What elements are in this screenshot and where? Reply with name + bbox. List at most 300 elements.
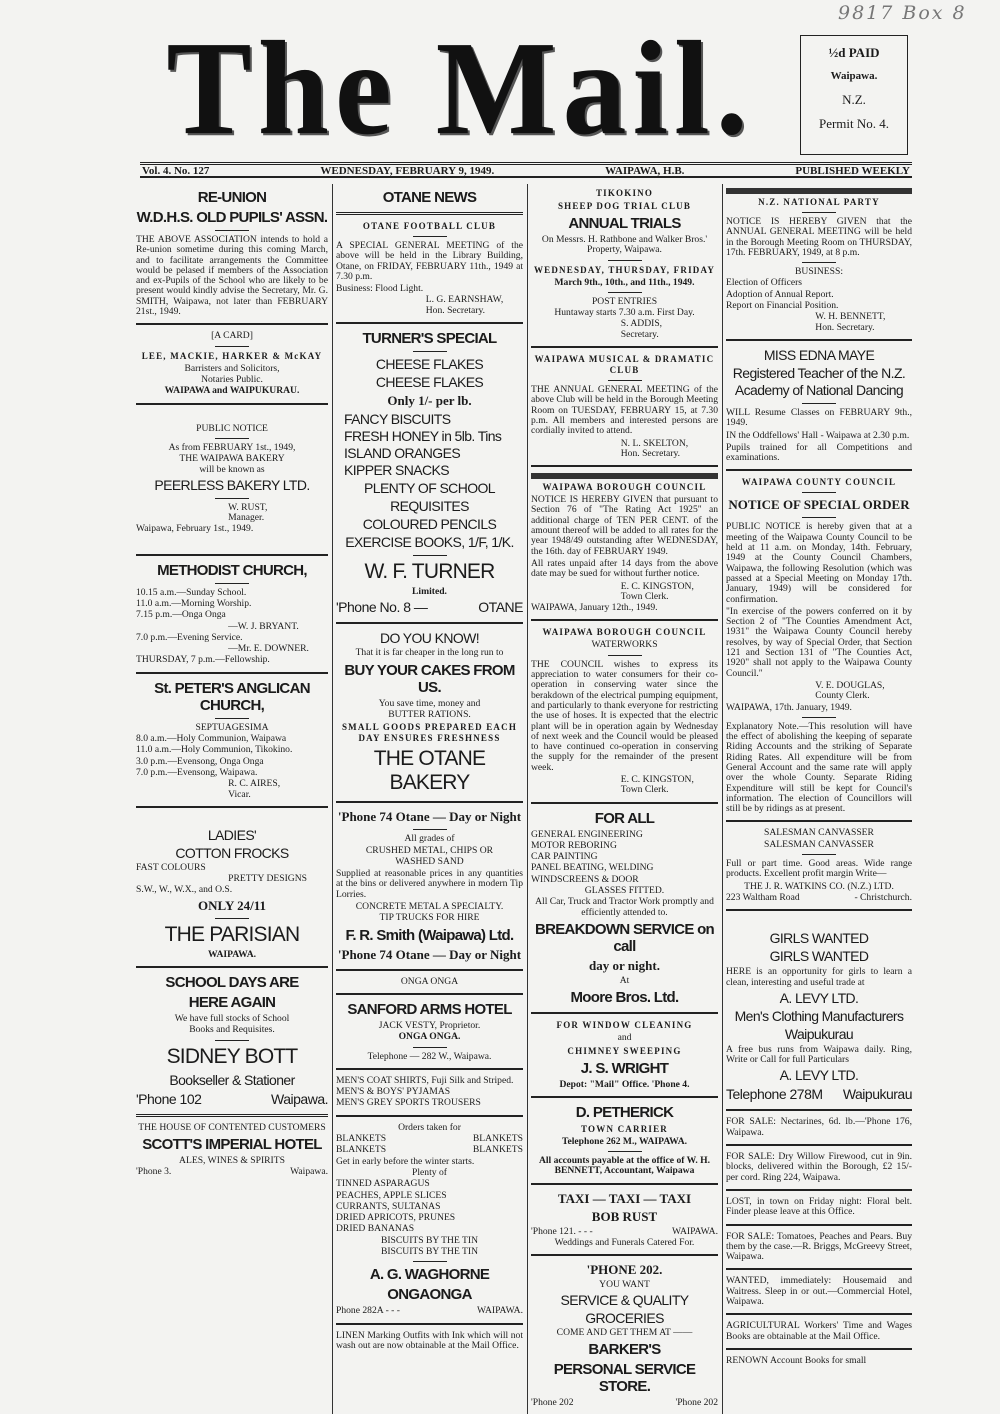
section-heading: OTANE FOOTBALL CLUB [362, 221, 497, 231]
centered-line: BUTTER RATIONS. [388, 708, 471, 720]
text-line: CURRANTS, SULTANAS [336, 1200, 441, 1212]
display-line: CHEESE FLAKES [375, 374, 484, 391]
paragraph: LOST, in town on Friday night: Floral belt. Finder please leave at this Office. [726, 1195, 912, 1218]
short-divider [215, 230, 249, 231]
centered-line: THE HOUSE OF CONTENTED CUSTOMERS [138, 1121, 326, 1133]
short-divider [413, 351, 447, 352]
bold-line: WAIPAWA and WAIPUKURAU. [164, 385, 300, 397]
section-heading: TOWN CARRIER [581, 1123, 668, 1134]
section-heading: WAIPAWA BOROUGH COUNCIL [542, 482, 707, 493]
divider [726, 1313, 912, 1315]
issue-date: WEDNESDAY, FEBRUARY 9, 1949. [320, 164, 495, 177]
emphasis-line: Only 1/- per lb. [387, 393, 472, 409]
short-divider [802, 403, 836, 404]
handwritten-note: 9817 Box 8 [838, 2, 967, 24]
postage-paid-box [800, 35, 908, 155]
divider [136, 966, 328, 968]
centered-line: On Messrs. H. Rathbone and Walker Bros.' Property, Waipawa. [541, 234, 708, 256]
column-divider [722, 184, 723, 1414]
bold-line: All accounts payable at the office of W. H. BENNETT, Accountant, Waipawa [538, 1155, 711, 1177]
centered-line: POST ENTRIES [591, 295, 658, 307]
split-line [336, 1134, 523, 1144]
signature-line: PRETTY DESIGNS [228, 873, 307, 885]
centered-line: JACK VESTY, Proprietor. [378, 1019, 481, 1031]
display-line: FRESH HONEY in 5lb. Tins [344, 428, 502, 445]
postage-line: ½d PAID [828, 45, 880, 60]
headline: OTANE NEWS [382, 189, 477, 206]
divider [336, 622, 523, 624]
split-line [136, 1091, 328, 1108]
centered-line: GLASSES FITTED. [584, 885, 665, 897]
split-left: 'Phone 202 [531, 1396, 574, 1408]
section-heading: LEE, MACKIE, HARKER & McKAY [141, 350, 323, 361]
emphasis-line: ONLY 24/11 [197, 897, 267, 913]
centered-line: As from FEBRUARY 1st., 1949, [168, 441, 296, 453]
display-line: COTTON FROCKS [175, 844, 289, 861]
text-line: WAIPAWA, 17th. January, 1949. [726, 701, 852, 713]
bold-line: March 9th., 10th., and 11th., 1949. [554, 276, 695, 288]
text-line: MEN'S & BOYS' PYJAMAS [336, 1086, 451, 1098]
display-line: CHEESE FLAKES [375, 356, 484, 373]
display-line: SERVICE & QUALITY [560, 1291, 689, 1308]
headline: J. S. WRIGHT [580, 1059, 669, 1077]
divider [531, 1012, 718, 1014]
divider [726, 1144, 912, 1146]
postage-line: Waipawa. [830, 69, 878, 82]
divider [726, 1109, 912, 1111]
text-line: 7.0 p.m.—Evening Service. [136, 631, 243, 643]
divider [531, 465, 718, 467]
section-heading: SMALL GOODS PREPARED EACH DAY ENSURES FRESHNESS [341, 722, 518, 744]
paragraph: AGRICULTURAL Workers' Time and Wages Books are obtainable at the Mail Office. [726, 1320, 912, 1342]
paragraph: THE ABOVE ASSOCIATION intends to hold a Re-union sometime during this coming March, and to facilitate arrangements the Committee would be pelased if members of the Association and ex-Pupils of the School who are likely to be present would kindly advise the Secretary, Mr. G. SMITH, Waipawa, not later than FEBRUARY 21st., 1949. [136, 234, 328, 318]
signature-line: Manager. [228, 512, 265, 524]
short-divider [215, 498, 249, 499]
centered-line: At [619, 974, 630, 986]
divider [136, 403, 328, 405]
display-line: Men's Clothing Manufacturers [734, 1007, 904, 1024]
signature-line: L. G. EARNSHAW, [425, 294, 504, 306]
spacer [726, 917, 912, 929]
headline: SANFORD ARMS HOTEL [347, 1000, 512, 1018]
split-left: BLANKETS [336, 1133, 387, 1145]
centered-line: Orders taken for [398, 1121, 461, 1133]
text-line: S.W., W., W.X., and O.S. [136, 884, 233, 896]
split-right: OTANE [478, 599, 523, 616]
paragraph: RENOWN Account Books for small [726, 1354, 867, 1366]
paragraph: FOR SALE: Tomatoes, Peaches and Pears. Buy them by the case.—R. Briggs, McGreevy Street, Waipawa. [726, 1230, 912, 1263]
text-line: MEN'S GREY SPORTS TROUSERS [336, 1097, 481, 1109]
ornament-bar [726, 188, 912, 194]
paragraph: Full or part time. Good areas. Wide range products. Excellent profit margin Write— [726, 858, 912, 880]
centered-line: That it is far cheaper in the long run to [355, 647, 504, 659]
centered-line: PUBLIC NOTICE [196, 422, 268, 434]
text-line: DRIED BANANAS [336, 1223, 415, 1235]
double-divider [136, 1114, 328, 1117]
short-divider [215, 583, 249, 584]
split-left: 'Phone 102 [136, 1090, 202, 1107]
split-right: Waipukurau [842, 1086, 912, 1103]
divider [726, 339, 912, 341]
divider [531, 346, 718, 348]
centered-line: COME AND GET THEM AT —— [556, 1326, 693, 1338]
split-right: BLANKETS [472, 1133, 523, 1145]
divider [726, 1224, 912, 1226]
short-divider [413, 555, 447, 556]
short-divider [215, 918, 249, 919]
section-heading: SHEEP DOG TRIAL CLUB [557, 201, 692, 211]
display-headline: THE PARISIAN [164, 922, 300, 946]
centered-line: SALESMAN CANVASSER [764, 838, 874, 850]
text-line: WAIPAWA, January 12th., 1949. [531, 602, 658, 614]
section-heading: N.Z. NATIONAL PARTY [758, 197, 880, 207]
spacer [136, 814, 328, 826]
masthead-logo: The Mail. [166, 13, 754, 163]
centered-line: WATERWORKS [591, 639, 658, 651]
paragraph: IN the Oddfellows' Hall - Waipawa at 2.30 p.m. [726, 429, 910, 441]
display-line: FANCY BISCUITS [344, 411, 451, 428]
ornament-bar [531, 473, 718, 479]
signature-line: Vicar. [228, 788, 251, 800]
short-divider [413, 1047, 447, 1048]
emphasis-line: NOTICE OF SPECIAL ORDER [728, 497, 910, 513]
short-divider [215, 718, 249, 719]
short-divider [215, 438, 249, 439]
centered-line: will be known as [199, 464, 265, 476]
display-line: GIRLS WANTED [769, 948, 869, 965]
signature-line: Town Clerk. [620, 784, 669, 796]
divider [336, 1323, 523, 1325]
display-line: EXERCISE BOOKS, 1/F, 1/K. [345, 534, 514, 551]
headline: A. G. WAGHORNE [369, 1266, 490, 1284]
signature-line: W. RUST, [228, 501, 268, 513]
short-divider [802, 262, 836, 263]
spacer [136, 536, 328, 548]
centered-line: Huntaway starts 7.30 a.m. First Day. [554, 307, 695, 319]
display-headline: THE OTANE BAKERY [373, 747, 486, 795]
divider [336, 1115, 523, 1117]
centered-line: CONCRETE METAL A SPECIALTY. [355, 901, 504, 913]
centered-line: BUSINESS: [795, 266, 843, 278]
emphasis-line: day or night. [589, 957, 660, 973]
text-line: FAST COLOURS [136, 861, 206, 873]
centered-line: and [617, 1032, 632, 1044]
centered-line: Weddings and Funerals Catered For. [554, 1237, 695, 1249]
split-line [726, 1086, 912, 1103]
headline: ANNUAL TRIALS [568, 215, 681, 232]
signature-line: N. L. SKELTON, [620, 437, 689, 449]
paragraph: THE COUNCIL wishes to express its appreciation to water consumers for their co-operation in conserving water since the berakdown of the electrical pumping equipment, and particularly to thank everyone for restricting the use of hoses. It is expected that the electric plant will be in operation again by Wednesday of next week and the Council would be pleased to have continued co-operation in conserving the supply for the remainder of the present week. [531, 658, 718, 773]
section-heading: CHIMNEY SWEEPING [567, 1045, 682, 1056]
centered-line: CRUSHED METAL, CHIPS OR [365, 844, 494, 856]
double-divider [336, 212, 523, 215]
centered-line: SEPTUAGESIMA [195, 721, 269, 733]
signature-line: W. H. BENNETT, [815, 311, 886, 323]
split-line [336, 1145, 523, 1155]
signature-line: Hon. Secretary. [620, 447, 681, 459]
paragraph: Pupils trained for all Competitions and examinations. [726, 441, 912, 464]
display-line: PLENTY OF SCHOOL [364, 480, 495, 497]
split-line [336, 599, 523, 616]
column-1 [136, 186, 328, 1414]
display-line: KIPPER SNACKS [344, 462, 450, 479]
short-divider [413, 236, 447, 237]
headline: METHODIST CHURCH, [157, 561, 307, 579]
paragraph: NOTICE IS HEREBY GIVEN that the ANNUAL GENERAL MEETING will be held in the Borough Meeting Room on THURSDAY, 17th. FEBRUARY, 1949, at 8 p.m. [726, 216, 912, 258]
column-2 [336, 186, 523, 1414]
emphasis-line: 'Phone 74 Otane — Day or Night [337, 809, 522, 825]
headline: HERE AGAIN [188, 993, 276, 1011]
headline: FOR ALL [594, 809, 655, 827]
signature-line: R. C. AIRES, [228, 778, 281, 790]
short-divider [413, 1261, 447, 1262]
divider [136, 554, 328, 556]
divider [726, 820, 912, 822]
paragraph: All rates unpaid after 14 days from the above date may be sued for without further notice. [531, 557, 718, 580]
column-divider [527, 184, 528, 1414]
postage-line: N.Z. [842, 91, 866, 107]
display-line: GIRLS WANTED [769, 930, 869, 947]
divider [136, 806, 328, 808]
section-heading: FOR WINDOW CLEANING [556, 1020, 693, 1031]
text-line: 8.0 a.m.—Holy Communion, Waipawa [136, 733, 287, 745]
centered-line: Notaries Public. [201, 373, 263, 385]
display-headline: SIDNEY BOTT [166, 1044, 298, 1068]
split-right: 'Phone 202 [675, 1396, 718, 1408]
display-line: Waipukurau [784, 1025, 854, 1042]
centered-line: ALES, WINES & SPIRITS [179, 1154, 285, 1166]
short-divider [608, 655, 642, 656]
centered-line: ONGA ONGA [400, 975, 459, 987]
text-line: Adoption of Annual Report. [726, 288, 834, 300]
paragraph: "In exercise of the powers conferred on it by Section 2 of "The Counties Amendment Act, 1931" the Waipawa County Council hereby resolves, by way of Special Order, that Section 121 and Section 131 of "The Counties Act, 1920" shall not apply to the Waipawa County Council." [726, 605, 912, 679]
divider [726, 469, 912, 471]
divider [336, 993, 523, 995]
column-divider [332, 184, 333, 1414]
text-line: 11.0 a.m.—Holy Communion, Tikokino. [136, 744, 293, 756]
centered-line: WASHED SAND [395, 855, 464, 867]
emphasis-line: 'PHONE 202. [586, 1262, 663, 1278]
display-line: PEERLESS BAKERY LTD. [154, 476, 310, 493]
centered-line: THE WAIPAWA BAKERY [179, 453, 285, 465]
signature-line: Town Clerk. [620, 590, 669, 602]
split-left: BLANKETS [336, 1144, 387, 1156]
split-left: 'Phone No. 8 — [336, 599, 428, 616]
section-heading: TIKOKINO [595, 188, 654, 198]
divider [336, 322, 523, 324]
centered-line: We have full stocks of School [174, 1012, 290, 1024]
display-headline: W. F. TURNER [364, 560, 495, 584]
text-line: MEN'S COAT SHIRTS, Fuji Silk and Striped. [336, 1074, 514, 1086]
signature-line: Hon. Secretary. [815, 321, 875, 333]
signature-line: E. C. KINGSTON, [620, 773, 694, 785]
split-line [531, 1227, 718, 1237]
signature-line: Hon. Secretary. [425, 304, 486, 316]
display-line: REQUISITES [390, 498, 469, 515]
display-line: DO YOU KNOW! [379, 630, 480, 647]
divider [531, 1254, 718, 1256]
signature-line: Secretary. [620, 328, 659, 340]
bold-line: ONGA ONGA. [398, 1031, 461, 1043]
divider [136, 672, 328, 674]
signature-line: V. E. DOUGLAS, [815, 679, 885, 691]
split-right: Waipawa. [271, 1090, 328, 1107]
split-right: - Christchurch. [854, 891, 912, 903]
centered-line: TIP TRUCKS FOR HIRE [379, 912, 480, 924]
spacer [136, 411, 328, 423]
headline: D. PETHERICK [575, 1103, 674, 1121]
divider [336, 801, 523, 803]
split-left: 'Phone 3. [136, 1166, 172, 1178]
headline: BREAKDOWN SERVICE on call [534, 920, 715, 955]
text-line: GENERAL ENGINEERING [531, 828, 643, 840]
headline: TURNER'S SPECIAL [362, 330, 497, 348]
short-divider [215, 1040, 249, 1041]
divider [336, 969, 523, 971]
signature-line: —W. J. BRYANT. [228, 620, 299, 632]
display-line: Registered Teacher of the N.Z. Academy of National Dancing [732, 364, 906, 398]
paragraph: Explanatory Note.—This resolution will have the effect of abolishing the keeping of separate Riding Accounts and the striking of Separate Riding Rates. All expenditure will be from General Account and the same rate will apply over the whole County. Separate Riding Expenditure will still be kept for Council's information. The election of Councillors will still be by ridings as at present. [726, 720, 912, 815]
headline: ONGAONGA [387, 1286, 472, 1304]
place: WAIPAWA, H.B. [605, 164, 685, 177]
paragraph: Supplied at reasonable prices in any quantities at the bins or delivered anywhere in modern Tip Lorries. [336, 868, 523, 900]
split-right: BLANKETS [472, 1144, 523, 1156]
headline: RE-UNION [197, 189, 267, 206]
divider [531, 1183, 718, 1185]
text-line: CAR PAINTING [531, 851, 598, 863]
text-line: WINDSCREENS & DOOR [531, 873, 639, 885]
headline: St. PETER'S ANGLICAN CHURCH, [154, 679, 310, 714]
paragraph: THE ANNUAL GENERAL MEETING of the above Club will be held in the Borough Meeting Room on TUESDAY, FEBRUARY 15, at 7.30 p.m. All members and interested persons are cordially invited to attend. [531, 384, 718, 437]
headline: PERSONAL SERVICE STORE. [553, 1360, 696, 1395]
display-line: LADIES' [207, 826, 257, 843]
emphasis-line: 'Phone 74 Otane — Day or Night [337, 946, 522, 962]
short-divider [802, 717, 836, 718]
text-line: 7.0 p.m.—Evensong, Waipawa. [136, 766, 258, 778]
bold-line: Telephone 262 M., WAIPAWA. [561, 1135, 688, 1147]
paragraph: A free bus runs from Waipawa daily. Ring, Write or Call for full Particulars [726, 1043, 912, 1066]
centered-line: Barristers and Solicitors, [184, 362, 280, 374]
text-line: 11.0 a.m.—Morning Worship. [136, 597, 252, 609]
bold-line: Limited. [412, 586, 447, 598]
dateline [140, 162, 912, 178]
paragraph: LINEN Marking Outfits with Ink which will not wash out are now obtainable at the Mail Office. [336, 1329, 523, 1351]
display-line: Bookseller & Stationer [169, 1071, 295, 1088]
headline: BARKER'S [588, 1340, 661, 1358]
divider [531, 619, 718, 621]
centered-line: You save time, money and [378, 697, 481, 709]
display-line: A. LEVY LTD. [779, 989, 859, 1006]
divider [726, 1268, 912, 1270]
split-right: WAIPAWA. [671, 1225, 718, 1237]
divider [726, 909, 912, 911]
short-divider [608, 1151, 642, 1152]
split-left: Phone 282A - - - [336, 1305, 400, 1317]
split-left: 223 Waltham Road [726, 891, 800, 903]
signature-line: S. ADDIS, [620, 318, 663, 330]
centered-line: Books and Requisites. [189, 1024, 275, 1036]
text-line: TINNED ASPARAGUS [336, 1178, 430, 1190]
display-line: GROCERIES [585, 1309, 664, 1326]
divider [726, 1348, 912, 1350]
paragraph: NOTICE IS HEREBY GIVEN that pursuant to Section 76 of "The Rating Act 1925" an additional charge of TEN PER CENT. of the amount thereof will be added to all rates for the year 1948/49 outstanding after WEDNESDAY, the 16th. day of FEBRUARY 1949. [531, 494, 718, 557]
signature-line: —Mr. E. DOWNER. [228, 643, 309, 655]
divider [726, 1189, 912, 1191]
headline: Moore Bros. Ltd. [570, 989, 679, 1007]
short-divider [802, 854, 836, 855]
paragraph: FOR SALE: Nectarines, 6d. lb.—'Phone 176, Waipawa. [726, 1116, 912, 1138]
text-line: PANEL BEATING, WELDING [531, 862, 654, 874]
short-divider [215, 346, 249, 347]
split-left: 'Phone 121. - - - [531, 1225, 593, 1237]
display-line: A. LEVY LTD. [779, 1067, 859, 1084]
section-heading: WAIPAWA MUSICAL & DRAMATIC CLUB [534, 354, 715, 376]
display-line: MISS EDNA MAYE [763, 346, 875, 363]
paragraph: WILL Resume Classes on FEBRUARY 9th., 1949. [726, 406, 912, 429]
text-line: 3.0 p.m.—Evensong, Onga Onga [136, 755, 264, 767]
emphasis-line: TAXI — TAXI — TAXI [557, 1190, 692, 1206]
split-line [726, 893, 912, 903]
centered-line: All Car, Truck and Tractor Work promptly and efficiently attended to. [535, 896, 714, 918]
column-3 [531, 186, 718, 1414]
short-divider [608, 260, 642, 261]
headline: SCOTT'S IMPERIAL HOTEL [142, 1135, 322, 1153]
text-line: Business: Flood Light. [336, 283, 424, 295]
postage-line: Permit No. 4. [818, 116, 890, 132]
text-line: Waipawa, February 1st., 1949. [136, 523, 254, 535]
divider [531, 1096, 718, 1098]
text-line: Get in early before the winter starts. [336, 1155, 475, 1167]
centered-line: BISCUITS BY THE TIN [380, 1245, 479, 1257]
section-heading: WAIPAWA BOROUGH COUNCIL [542, 627, 707, 638]
centered-line: SALESMAN CANVASSER [764, 827, 874, 839]
centered-line: [A CARD] [211, 330, 253, 342]
text-line: Report on Financial Position. [726, 300, 839, 312]
text-line: MOTOR REBORING [531, 839, 617, 851]
divider [336, 1068, 523, 1070]
split-line [336, 1306, 523, 1316]
split-line [531, 1398, 718, 1408]
divider [136, 323, 328, 325]
display-line: COLOURED PENCILS [362, 516, 497, 533]
split-line [136, 1167, 328, 1177]
paragraph: FOR SALE: Dry Willow Firewood, cut in 9in. blocks, delivered within the Borough, £2 15/- per cord. Ring 224, Waipawa. [726, 1151, 912, 1183]
short-divider [802, 212, 836, 213]
short-divider [413, 829, 447, 830]
frequency: PUBLISHED WEEKLY [795, 164, 910, 177]
headline: SCHOOL DAYS ARE [165, 973, 299, 991]
display-line: ISLAND ORANGES [344, 445, 461, 462]
short-divider [608, 292, 642, 293]
short-divider [802, 517, 836, 518]
section-heading: WEDNESDAY, THURSDAY, FRIDAY [533, 264, 716, 275]
centered-line: Plenty of [412, 1166, 447, 1178]
split-right: Waipawa. [290, 1166, 328, 1178]
text-line: DRIED APRICOTS, PRUNES [336, 1212, 456, 1224]
section-heading: WAIPAWA COUNTY COUNCIL [741, 477, 897, 488]
bold-line: Depot: "Mail" Office. 'Phone 4. [559, 1078, 690, 1090]
centered-line: All grades of [404, 833, 455, 845]
text-line: Election of Officers [726, 277, 803, 289]
text-line: THURSDAY, 7 p.m.—Fellowship. [136, 654, 270, 666]
centered-line: BISCUITS BY THE TIN [380, 1234, 479, 1246]
text-line: 10.15 a.m.—Sunday School. [136, 586, 247, 598]
signature-line: County Clerk. [815, 690, 870, 702]
paragraph: WANTED, immediately: Housemaid and Waitress. Sleep in or out.—Commercial Hotel, Waipawa. [726, 1275, 912, 1307]
paragraph: PUBLIC NOTICE is hereby given that at a meeting of the Waipawa County Council to be held at 11 a.m. on Monday, 14th. February, 1949 at the County Council Chambers, Waipawa, the following Resolution (which was passed at a Special Meeting on Monday 17th. January, 1949) will be considered for confirmation. [726, 521, 912, 605]
paragraph: A SPECIAL GENERAL MEETING of the above will be held in the Library Building, Otane, on FRIDAY, FEBRUARY 11th., 1949 at 7.30 p.m. [336, 240, 523, 282]
centered-line: THE J. R. WATKINS CO. (N.Z.) LTD. [744, 880, 894, 892]
